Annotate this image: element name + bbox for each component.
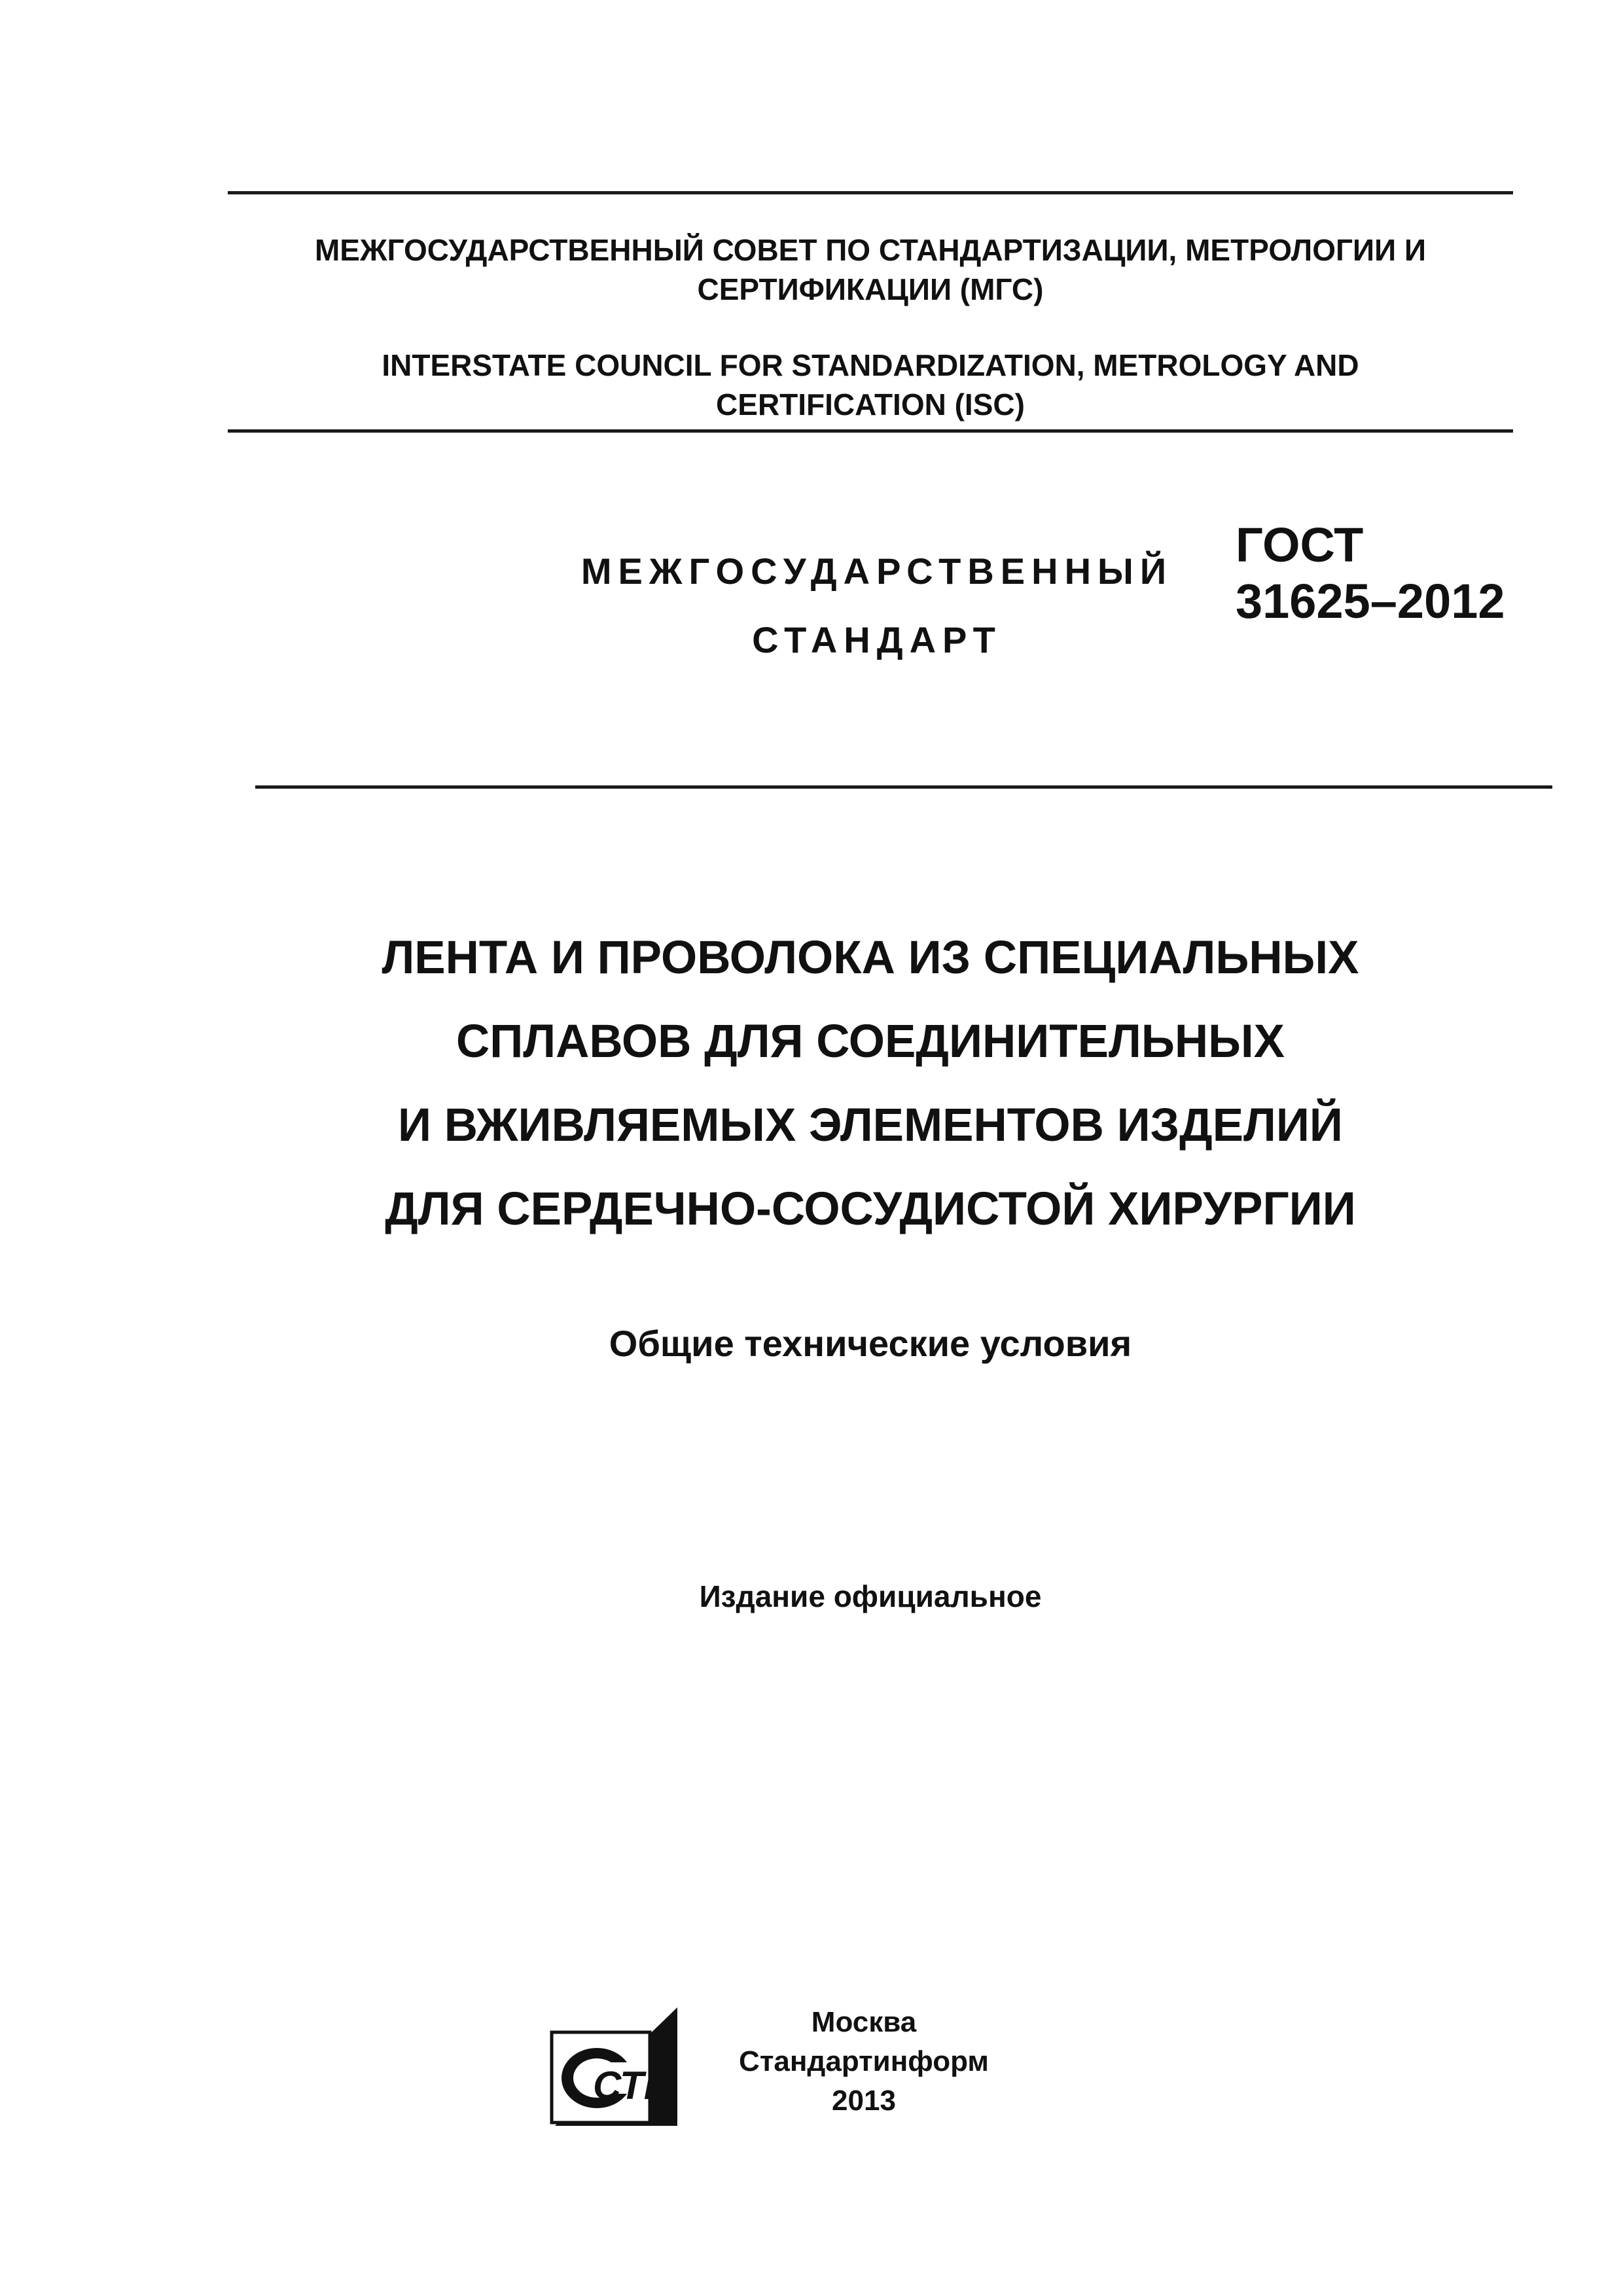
publisher-name: Стандартинформ (739, 2045, 989, 2077)
council-rule (228, 429, 1513, 433)
council-ru-line-1: МЕЖГОСУДАРСТВЕННЫЙ СОВЕТ ПО СТАНДАРТИЗАЦИИ, МЕТРОЛОГИИ И (314, 233, 1427, 267)
title-line-3: И ВЖИВЛЯЕМЫХ ЭЛЕМЕНТОВ ИЗДЕЛИЙ (398, 1100, 1343, 1151)
publisher-info (707, 2003, 1021, 2121)
gost-number: 31625–2012 (1236, 574, 1505, 628)
title-line-4: ДЛЯ СЕРДЕЧНО-СОСУДИСТОЙ ХИРУРГИИ (385, 1183, 1356, 1235)
council-header (196, 230, 1544, 424)
logo-graphic (550, 2006, 681, 2127)
standard-type-line-2: СТАНДАРТ (752, 619, 1002, 660)
designation-rule (255, 785, 1552, 789)
title-line-2: СПЛАВОВ ДЛЯ СОЕДИНИТЕЛЬНЫХ (455, 1016, 1285, 1067)
edition-label: Издание официальное (699, 1579, 1042, 1613)
standard-type-line-1: МЕЖГОСУДАРСТВЕННЫЙ (580, 550, 1173, 592)
logo-text: СТИ (593, 2064, 672, 2108)
standartinform-logo-icon (550, 2006, 681, 2127)
gost-prefix: ГОСТ (1236, 518, 1364, 572)
publisher-year: 2013 (832, 2085, 896, 2117)
council-en-line-2: CERTIFICATION (ISC) (716, 387, 1025, 422)
publisher-city: Москва (811, 2006, 917, 2038)
council-en-line-1: INTERSTATE COUNCIL FOR STANDARDIZATION, METROLOGY AND (382, 348, 1359, 382)
council-ru-line-2: СЕРТИФИКАЦИИ (МГС) (697, 272, 1044, 306)
top-rule (228, 191, 1513, 194)
gost-designation (1236, 517, 1563, 630)
document-subtitle: Общие технические условия (609, 1323, 1132, 1364)
document-title (196, 916, 1544, 1251)
title-line-1: ЛЕНТА И ПРОВОЛОКА ИЗ СПЕЦИАЛЬНЫХ (382, 932, 1359, 984)
